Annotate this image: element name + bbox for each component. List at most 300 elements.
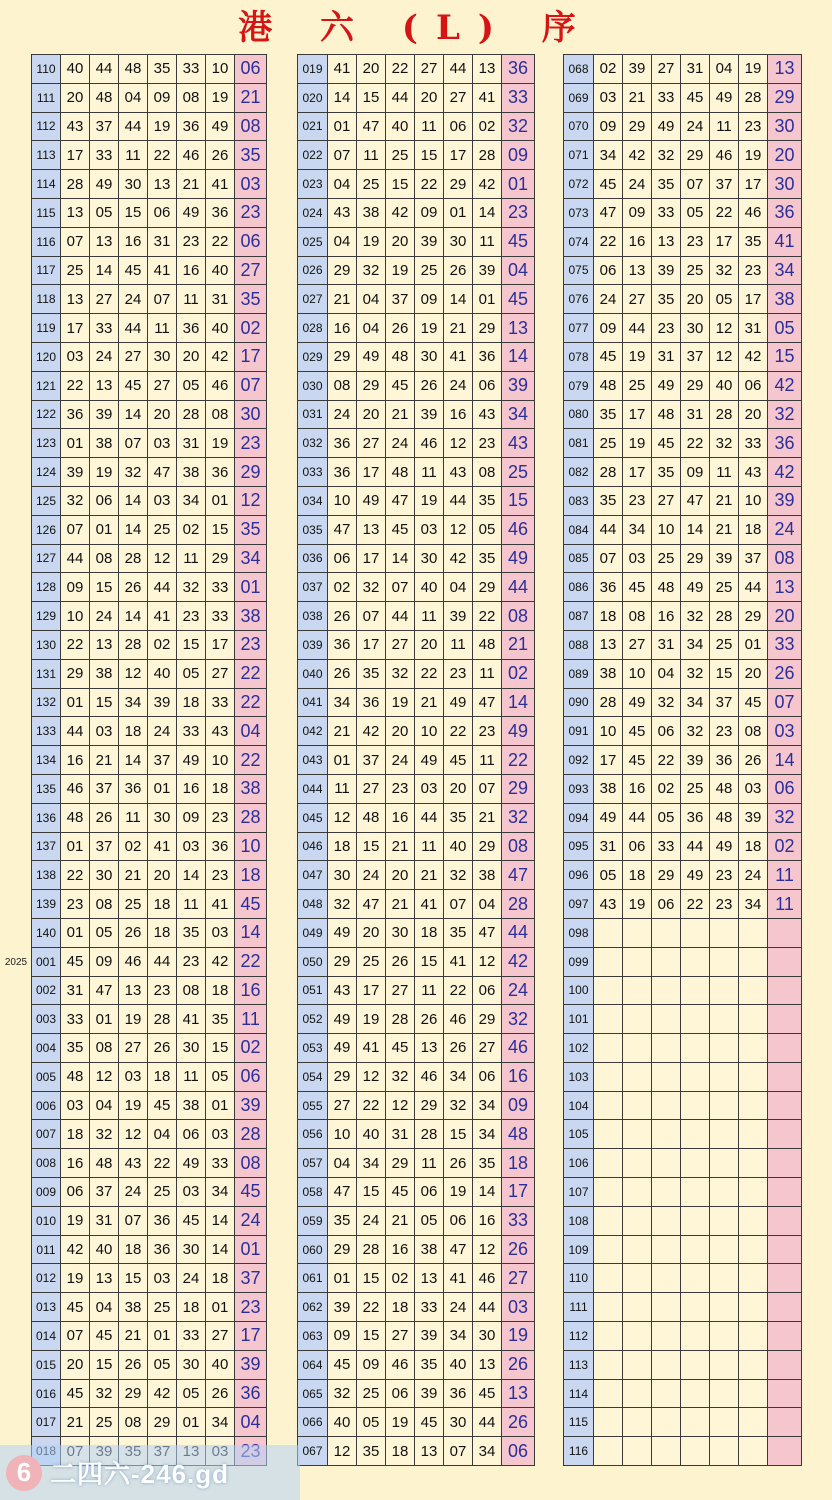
number-cell: 32 <box>652 141 681 170</box>
table-row <box>564 1408 802 1437</box>
number-cell: 17 <box>739 285 768 314</box>
number-cell: 05 <box>177 659 206 688</box>
number-cell: 03 <box>415 515 444 544</box>
table-row <box>32 717 267 746</box>
number-cell: 40 <box>444 1350 473 1379</box>
number-cell: 47 <box>148 458 177 487</box>
number-cell: 13 <box>415 1437 444 1466</box>
special-number-cell: 02 <box>502 659 535 688</box>
number-cell: 11 <box>148 314 177 343</box>
number-cell: 31 <box>594 832 623 861</box>
period-cell: 011 <box>32 1235 61 1264</box>
table-row <box>298 947 535 976</box>
number-cell: 14 <box>473 1178 502 1207</box>
number-cell: 23 <box>473 717 502 746</box>
number-cell <box>623 1034 652 1063</box>
number-cell: 05 <box>473 515 502 544</box>
number-cell: 35 <box>206 1005 235 1034</box>
number-cell <box>739 1264 768 1293</box>
number-cell: 42 <box>357 717 386 746</box>
number-cell: 38 <box>594 659 623 688</box>
number-cell: 21 <box>90 746 119 775</box>
number-cell: 45 <box>119 256 148 285</box>
number-cell <box>739 1437 768 1466</box>
table-row <box>564 1379 802 1408</box>
table-row <box>32 544 267 573</box>
number-cell: 16 <box>177 774 206 803</box>
number-cell: 30 <box>415 544 444 573</box>
number-cell <box>623 1091 652 1120</box>
period-cell: 138 <box>32 861 61 890</box>
table-row <box>32 458 267 487</box>
table-row <box>564 1120 802 1149</box>
number-cell: 47 <box>90 976 119 1005</box>
special-number-cell: 37 <box>235 1264 267 1293</box>
period-cell: 070 <box>564 112 594 141</box>
number-cell: 32 <box>681 717 710 746</box>
period-cell: 052 <box>298 1005 328 1034</box>
table-row <box>564 746 802 775</box>
number-cell: 38 <box>594 774 623 803</box>
number-cell: 18 <box>594 602 623 631</box>
number-cell: 20 <box>357 400 386 429</box>
number-cell: 13 <box>90 371 119 400</box>
special-number-cell: 32 <box>768 400 802 429</box>
special-number-cell <box>768 1379 802 1408</box>
period-cell: 066 <box>298 1408 328 1437</box>
period-cell: 139 <box>32 890 61 919</box>
number-cell: 29 <box>328 256 357 285</box>
number-cell: 17 <box>206 630 235 659</box>
number-cell: 24 <box>739 861 768 890</box>
number-cell: 46 <box>415 429 444 458</box>
number-cell: 21 <box>623 83 652 112</box>
number-cell: 24 <box>386 746 415 775</box>
special-number-cell: 38 <box>235 602 267 631</box>
period-cell: 112 <box>564 1322 594 1351</box>
number-cell <box>739 1178 768 1207</box>
number-cell: 18 <box>328 832 357 861</box>
period-cell: 140 <box>32 918 61 947</box>
number-cell <box>652 947 681 976</box>
number-cell <box>623 1437 652 1466</box>
number-cell: 45 <box>594 170 623 199</box>
number-cell <box>652 1264 681 1293</box>
number-cell: 32 <box>357 256 386 285</box>
table-row <box>564 429 802 458</box>
table-row <box>564 198 802 227</box>
number-cell <box>710 1091 739 1120</box>
number-cell <box>681 1206 710 1235</box>
number-cell: 11 <box>415 112 444 141</box>
period-cell: 095 <box>564 832 594 861</box>
special-number-cell: 17 <box>235 1322 267 1351</box>
number-cell: 06 <box>623 832 652 861</box>
number-cell: 30 <box>148 342 177 371</box>
number-cell: 03 <box>206 1120 235 1149</box>
number-cell: 19 <box>206 83 235 112</box>
number-cell: 40 <box>357 1120 386 1149</box>
period-cell: 012 <box>32 1264 61 1293</box>
period-cell: 047 <box>298 861 328 890</box>
number-cell: 28 <box>386 1005 415 1034</box>
number-cell <box>681 1005 710 1034</box>
number-cell: 23 <box>739 256 768 285</box>
period-cell: 099 <box>564 947 594 976</box>
number-cell: 26 <box>415 371 444 400</box>
number-cell: 09 <box>61 573 90 602</box>
special-number-cell: 15 <box>502 486 535 515</box>
number-cell <box>681 1322 710 1351</box>
number-cell: 39 <box>473 256 502 285</box>
period-cell: 074 <box>564 227 594 256</box>
number-cell: 25 <box>357 170 386 199</box>
table-row <box>564 890 802 919</box>
number-cell: 20 <box>357 55 386 84</box>
period-cell: 100 <box>564 976 594 1005</box>
number-cell: 29 <box>386 1149 415 1178</box>
number-cell: 39 <box>444 602 473 631</box>
number-cell: 12 <box>119 659 148 688</box>
special-number-cell: 14 <box>768 746 802 775</box>
period-cell: 039 <box>298 630 328 659</box>
number-cell: 25 <box>623 371 652 400</box>
number-cell: 21 <box>61 1408 90 1437</box>
special-number-cell: 04 <box>502 256 535 285</box>
number-cell: 37 <box>148 746 177 775</box>
number-cell: 19 <box>386 256 415 285</box>
table-row <box>298 198 535 227</box>
period-cell: 116 <box>32 227 61 256</box>
number-cell: 26 <box>444 1149 473 1178</box>
number-cell: 08 <box>739 717 768 746</box>
special-number-cell: 25 <box>502 458 535 487</box>
number-cell: 11 <box>177 1062 206 1091</box>
number-cell: 47 <box>681 486 710 515</box>
number-cell: 34 <box>444 1322 473 1351</box>
number-cell: 11 <box>473 659 502 688</box>
number-cell: 05 <box>357 1408 386 1437</box>
period-cell: 112 <box>32 112 61 141</box>
table-row <box>32 429 267 458</box>
period-cell: 033 <box>298 458 328 487</box>
number-cell: 17 <box>357 544 386 573</box>
number-cell: 09 <box>594 112 623 141</box>
number-cell: 19 <box>119 1005 148 1034</box>
period-cell: 136 <box>32 803 61 832</box>
table-row <box>564 832 802 861</box>
number-cell: 06 <box>594 256 623 285</box>
number-cell <box>652 918 681 947</box>
table-row <box>564 141 802 170</box>
number-cell: 49 <box>710 83 739 112</box>
number-cell: 07 <box>61 227 90 256</box>
number-cell: 26 <box>444 1034 473 1063</box>
number-cell: 40 <box>386 112 415 141</box>
number-cell: 17 <box>444 141 473 170</box>
number-cell: 40 <box>206 314 235 343</box>
number-cell: 03 <box>415 774 444 803</box>
special-number-cell: 44 <box>502 573 535 602</box>
number-cell: 36 <box>357 688 386 717</box>
number-cell: 25 <box>594 429 623 458</box>
number-cell: 28 <box>119 544 148 573</box>
number-cell <box>623 976 652 1005</box>
number-cell: 41 <box>328 55 357 84</box>
number-cell: 20 <box>148 861 177 890</box>
table-row <box>298 861 535 890</box>
special-number-cell: 14 <box>235 918 267 947</box>
number-cell: 11 <box>415 976 444 1005</box>
table-row <box>298 1206 535 1235</box>
number-cell: 20 <box>61 1350 90 1379</box>
number-cell: 23 <box>61 890 90 919</box>
number-cell: 34 <box>473 1120 502 1149</box>
number-cell: 32 <box>357 573 386 602</box>
number-cell: 14 <box>90 256 119 285</box>
special-number-cell: 36 <box>768 429 802 458</box>
number-cell: 46 <box>444 1005 473 1034</box>
period-cell: 040 <box>298 659 328 688</box>
number-cell <box>681 1062 710 1091</box>
table-row <box>564 1034 802 1063</box>
number-cell: 25 <box>148 1178 177 1207</box>
special-number-cell: 26 <box>502 1408 535 1437</box>
number-cell: 30 <box>444 227 473 256</box>
table-row <box>298 746 535 775</box>
number-cell: 27 <box>415 55 444 84</box>
number-cell: 14 <box>206 1235 235 1264</box>
number-cell: 29 <box>328 342 357 371</box>
table-row <box>564 1437 802 1466</box>
number-cell: 04 <box>652 659 681 688</box>
special-number-cell: 43 <box>502 429 535 458</box>
number-cell: 47 <box>473 918 502 947</box>
number-cell: 24 <box>148 717 177 746</box>
number-cell: 05 <box>681 198 710 227</box>
watermark-text: 二四六-246.gd <box>50 1459 230 1489</box>
special-number-cell: 39 <box>235 1350 267 1379</box>
number-cell <box>710 1206 739 1235</box>
period-cell: 019 <box>298 55 328 84</box>
period-cell: 024 <box>298 198 328 227</box>
table-row <box>564 1178 802 1207</box>
table-row <box>564 659 802 688</box>
number-cell: 19 <box>90 458 119 487</box>
number-cell: 01 <box>206 1293 235 1322</box>
table-row <box>32 746 267 775</box>
number-cell: 24 <box>328 400 357 429</box>
table-row <box>564 458 802 487</box>
number-cell: 22 <box>61 630 90 659</box>
period-cell: 110 <box>32 55 61 84</box>
table-row <box>564 256 802 285</box>
number-cell: 36 <box>206 198 235 227</box>
number-cell: 44 <box>444 55 473 84</box>
number-cell: 33 <box>177 55 206 84</box>
table-row <box>298 544 535 573</box>
special-number-cell: 21 <box>502 630 535 659</box>
number-cell: 40 <box>206 256 235 285</box>
number-cell: 19 <box>415 314 444 343</box>
table-row <box>564 285 802 314</box>
special-number-cell: 22 <box>235 688 267 717</box>
number-cell: 41 <box>206 170 235 199</box>
number-cell: 11 <box>415 602 444 631</box>
number-cell: 06 <box>473 1062 502 1091</box>
period-cell: 027 <box>298 285 328 314</box>
number-cell: 41 <box>148 832 177 861</box>
number-cell: 06 <box>386 1379 415 1408</box>
number-cell: 02 <box>177 515 206 544</box>
period-cell: 105 <box>564 1120 594 1149</box>
period-cell: 003 <box>32 1005 61 1034</box>
number-cell: 34 <box>444 1062 473 1091</box>
special-number-cell: 22 <box>235 947 267 976</box>
number-cell: 45 <box>415 1408 444 1437</box>
table-row <box>32 602 267 631</box>
table-row <box>564 918 802 947</box>
number-cell: 25 <box>357 1379 386 1408</box>
special-number-cell: 33 <box>502 1206 535 1235</box>
number-cell: 07 <box>119 429 148 458</box>
number-cell: 13 <box>148 170 177 199</box>
number-cell: 14 <box>386 544 415 573</box>
number-cell: 45 <box>148 1091 177 1120</box>
number-cell <box>681 1091 710 1120</box>
number-cell: 29 <box>206 544 235 573</box>
number-cell: 10 <box>328 1120 357 1149</box>
number-cell: 25 <box>415 256 444 285</box>
special-number-cell: 14 <box>502 342 535 371</box>
number-cell: 49 <box>594 803 623 832</box>
number-cell <box>594 1408 623 1437</box>
table-row <box>298 1120 535 1149</box>
number-cell <box>710 1293 739 1322</box>
number-cell: 33 <box>206 688 235 717</box>
number-cell: 06 <box>415 1178 444 1207</box>
number-cell: 26 <box>328 659 357 688</box>
special-number-cell: 29 <box>235 458 267 487</box>
period-cell: 084 <box>564 515 594 544</box>
number-cell: 29 <box>681 141 710 170</box>
number-cell: 15 <box>357 1322 386 1351</box>
number-cell: 03 <box>623 544 652 573</box>
number-cell: 36 <box>328 458 357 487</box>
period-cell: 127 <box>32 544 61 573</box>
table-row <box>32 688 267 717</box>
number-cell <box>594 1091 623 1120</box>
period-cell: 071 <box>564 141 594 170</box>
number-cell: 07 <box>61 515 90 544</box>
number-cell: 34 <box>473 1437 502 1466</box>
number-cell: 25 <box>90 1408 119 1437</box>
number-cell: 03 <box>177 1178 206 1207</box>
period-cell: 025 <box>298 227 328 256</box>
number-cell: 38 <box>119 1293 148 1322</box>
special-number-cell: 29 <box>768 83 802 112</box>
number-cell: 03 <box>148 1264 177 1293</box>
period-cell: 045 <box>298 803 328 832</box>
number-cell: 07 <box>473 774 502 803</box>
period-cell: 030 <box>298 371 328 400</box>
number-cell: 06 <box>652 890 681 919</box>
number-cell: 39 <box>739 803 768 832</box>
special-number-cell: 11 <box>235 1005 267 1034</box>
number-cell: 19 <box>386 1408 415 1437</box>
period-cell: 054 <box>298 1062 328 1091</box>
number-cell: 37 <box>90 832 119 861</box>
number-cell <box>623 1379 652 1408</box>
number-cell: 13 <box>357 515 386 544</box>
period-cell: 014 <box>32 1322 61 1351</box>
number-cell <box>710 1120 739 1149</box>
number-cell: 18 <box>386 1437 415 1466</box>
number-cell: 41 <box>444 947 473 976</box>
special-number-cell: 18 <box>502 1149 535 1178</box>
number-cell: 21 <box>386 400 415 429</box>
special-number-cell: 27 <box>502 1264 535 1293</box>
number-cell: 27 <box>652 55 681 84</box>
page-title: 港 六 (L) 序 <box>238 8 594 48</box>
number-cell: 11 <box>177 544 206 573</box>
period-cell: 005 <box>32 1062 61 1091</box>
number-cell: 15 <box>90 688 119 717</box>
number-cell: 32 <box>177 573 206 602</box>
period-cell: 043 <box>298 746 328 775</box>
period-cell: 096 <box>564 861 594 890</box>
special-number-cell: 09 <box>502 141 535 170</box>
number-cell: 13 <box>594 630 623 659</box>
period-cell: 123 <box>32 429 61 458</box>
special-number-cell: 21 <box>235 83 267 112</box>
special-number-cell: 20 <box>768 141 802 170</box>
number-cell <box>681 947 710 976</box>
number-cell: 13 <box>61 198 90 227</box>
number-cell: 22 <box>652 746 681 775</box>
number-cell <box>681 918 710 947</box>
number-cell <box>739 1408 768 1437</box>
table-row <box>32 861 267 890</box>
table-row <box>564 1293 802 1322</box>
number-cell: 47 <box>357 112 386 141</box>
special-number-cell <box>768 1034 802 1063</box>
table-row <box>564 1264 802 1293</box>
number-cell: 47 <box>328 1178 357 1207</box>
number-cell: 16 <box>386 803 415 832</box>
number-cell: 08 <box>473 458 502 487</box>
table-row <box>564 112 802 141</box>
table-row <box>32 1206 267 1235</box>
number-cell: 16 <box>473 1206 502 1235</box>
number-cell: 29 <box>739 602 768 631</box>
table-row <box>32 1091 267 1120</box>
table-row <box>298 803 535 832</box>
number-cell: 44 <box>623 803 652 832</box>
table-row <box>564 573 802 602</box>
number-cell: 19 <box>739 55 768 84</box>
number-cell: 08 <box>90 890 119 919</box>
number-cell: 22 <box>61 861 90 890</box>
number-cell: 02 <box>148 630 177 659</box>
number-cell: 15 <box>206 515 235 544</box>
table-row <box>298 1178 535 1207</box>
number-cell: 29 <box>444 170 473 199</box>
number-cell: 26 <box>90 803 119 832</box>
special-number-cell: 49 <box>502 717 535 746</box>
special-number-cell: 23 <box>235 630 267 659</box>
number-cell: 27 <box>386 976 415 1005</box>
